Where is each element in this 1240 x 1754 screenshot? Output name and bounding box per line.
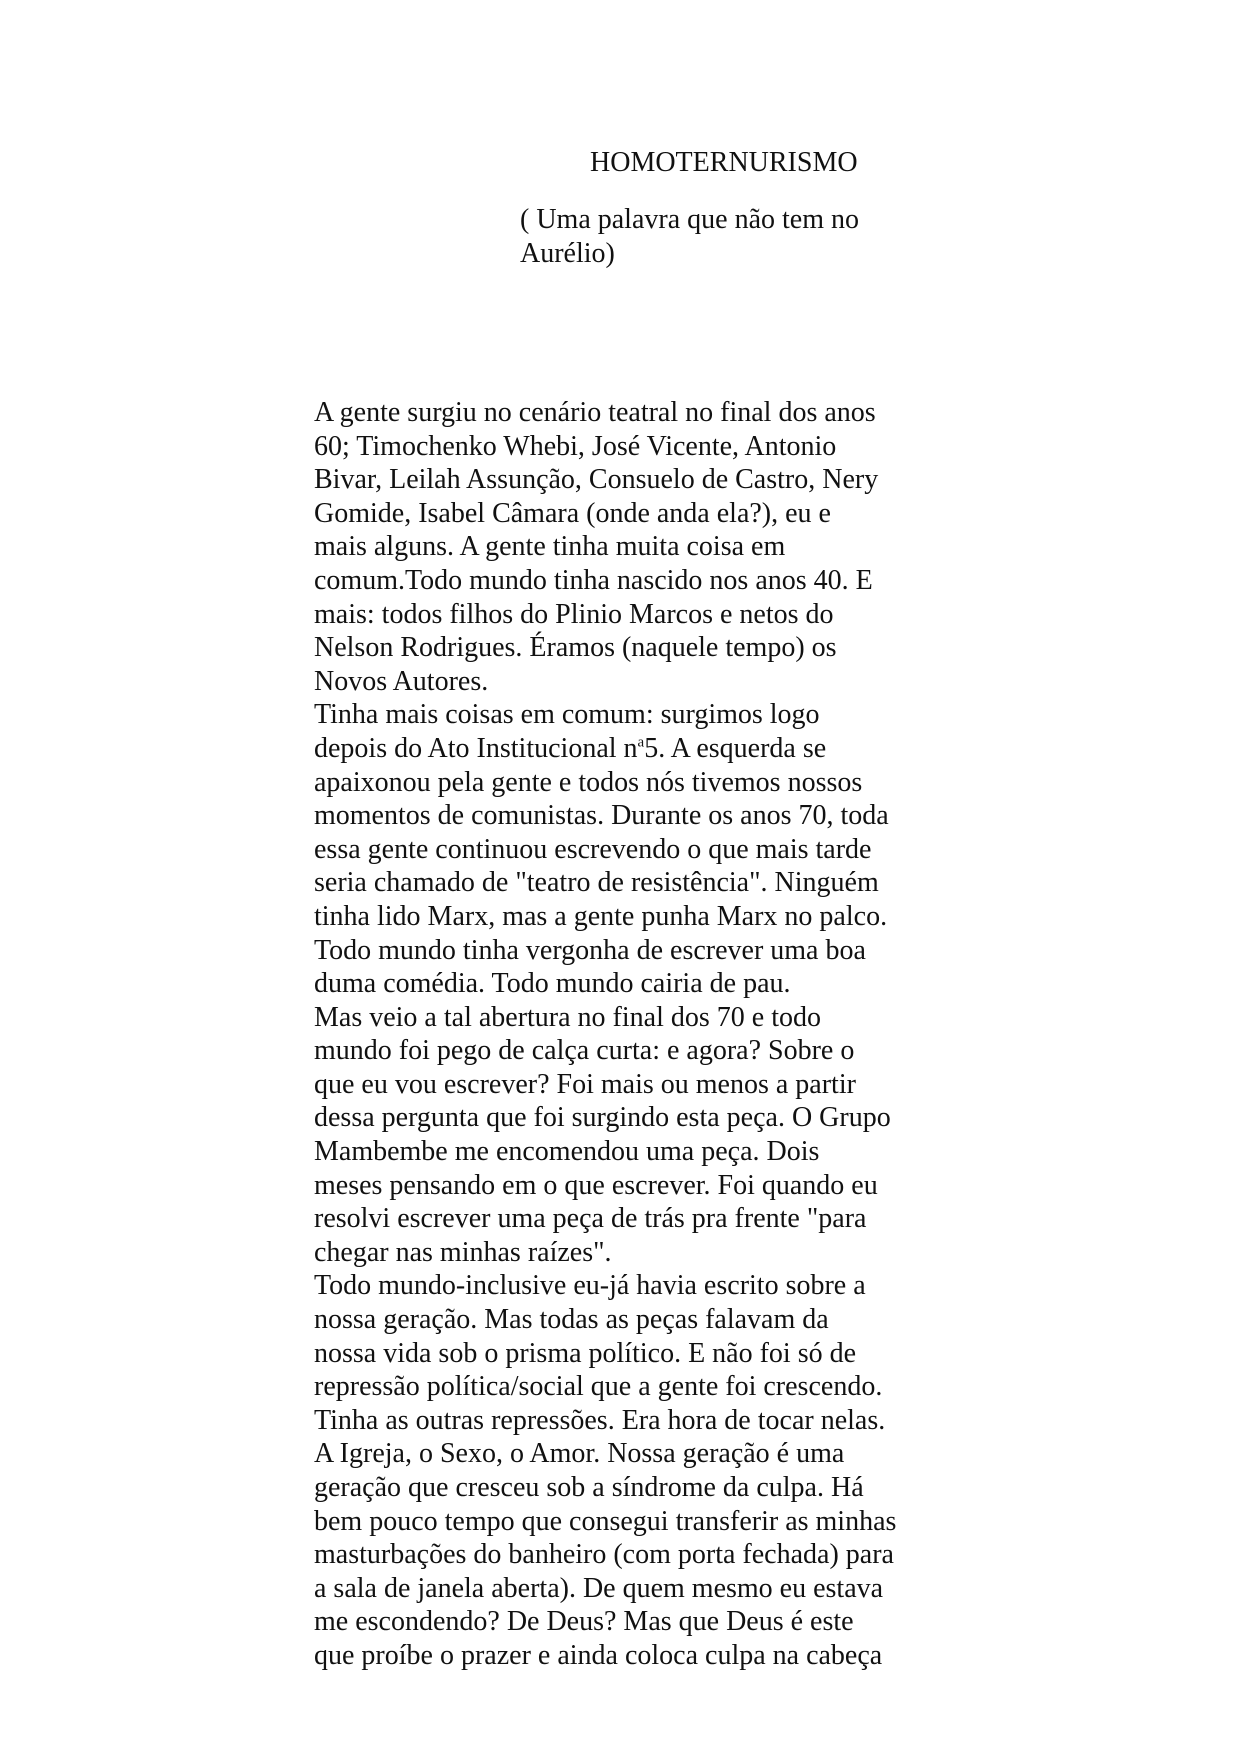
body-line: comum.Todo mundo tinha nascido nos anos 40. E [314,564,873,596]
body-line: Tinha mais coisas em comum: surgimos logo [314,699,820,731]
document-title: HOMOTERNURISMO [590,147,858,178]
body-line: meses pensando em o que escrever. Foi quando eu [314,1169,878,1201]
body-line: chegar nas minhas raízes". [314,1236,612,1268]
ordinal-indicator: a [637,734,645,751]
body-line: mundo foi pego de calça curta: e agora? Sobre o [314,1035,855,1067]
body-line: mais alguns. A gente tinha muita coisa em [314,531,786,563]
body-line-ordinal [314,732,934,766]
body-line: tinha lido Marx, mas a gente punha Marx no palco. [314,900,888,932]
body-line: Todo mundo tinha vergonha de escrever uma boa [314,934,866,966]
body-line: geração que cresceu sob a síndrome da culpa. Há [314,1472,864,1503]
body-line-head: depois do Ato Institucional n [314,732,638,764]
subtitle-line: ( Uma palavra que não tem no [520,204,859,235]
body-line-tail: 5. A esquerda se [644,732,827,764]
document-subtitle [520,203,920,271]
body-line: duma comédia. Todo mundo cairia de pau. [314,968,791,1000]
body-line: repressão política/social que a gente foi crescendo. [314,1371,883,1403]
body-line: essa gente continuou escrevendo o que mais tarde [314,833,872,865]
body-line: Nelson Rodrigues. Éramos (naquele tempo) os [314,632,837,664]
body-line: mais: todos filhos do Plinio Marcos e netos do [314,598,834,630]
body-line: masturbações do banheiro (com porta fechada) para [314,1539,894,1571]
subtitle-line: Aurélio) [520,238,615,269]
body-line: nossa geração. Mas todas as peças falavam da [314,1304,829,1336]
body-line: Tinha as outras repressões. Era hora de tocar nelas. [314,1404,886,1436]
body-line: momentos de comunistas. Durante os anos 70, toda [314,800,889,832]
body-line: Todo mundo-inclusive eu-já havia escrito sobre a [314,1270,866,1302]
body-line: Novos Autores. [314,665,489,697]
body-line: nossa vida sob o prisma político. E não foi só de [314,1337,857,1369]
body-line: que proíbe o prazer e ainda coloca culpa na cabeça [314,1639,883,1671]
body-line: apaixonou pela gente e todos nós tivemos nossos [314,766,863,798]
body-line: Bivar, Leilah Assunção, Consuelo de Castro, Nery [314,464,879,496]
body-line: 60; Timochenko Whebi, José Vicente, Antonio [314,430,837,462]
body-line: bem pouco tempo que consegui transferir as minhas [314,1505,897,1537]
body-line: Mambembe me encomendou uma peça. Dois [314,1136,820,1168]
body-line: Mas veio a tal abertura no final dos 70 e todo [314,1001,821,1033]
body-line: me escondendo? De Deus? Mas que Deus é este [314,1606,854,1638]
body-line: Gomide, Isabel Câmara (onde anda ela?), eu e [314,497,831,529]
body-line: dessa pergunta que foi surgindo esta peça. O Grupo [314,1102,891,1134]
body-text [314,396,934,1673]
body-line: a sala de janela aberta). De quem mesmo eu estava [314,1572,884,1604]
body-line: que eu vou escrever? Foi mais ou menos a partir [314,1068,856,1100]
body-line: seria chamado de "teatro de resistência". Ninguém [314,867,879,899]
body-line: resolvi escrever uma peça de trás pra frente "para [314,1203,867,1235]
body-line: A Igreja, o Sexo, o Amor. Nossa geração é uma [314,1438,845,1470]
body-line: A gente surgiu no cenário teatral no final dos anos [314,397,876,428]
